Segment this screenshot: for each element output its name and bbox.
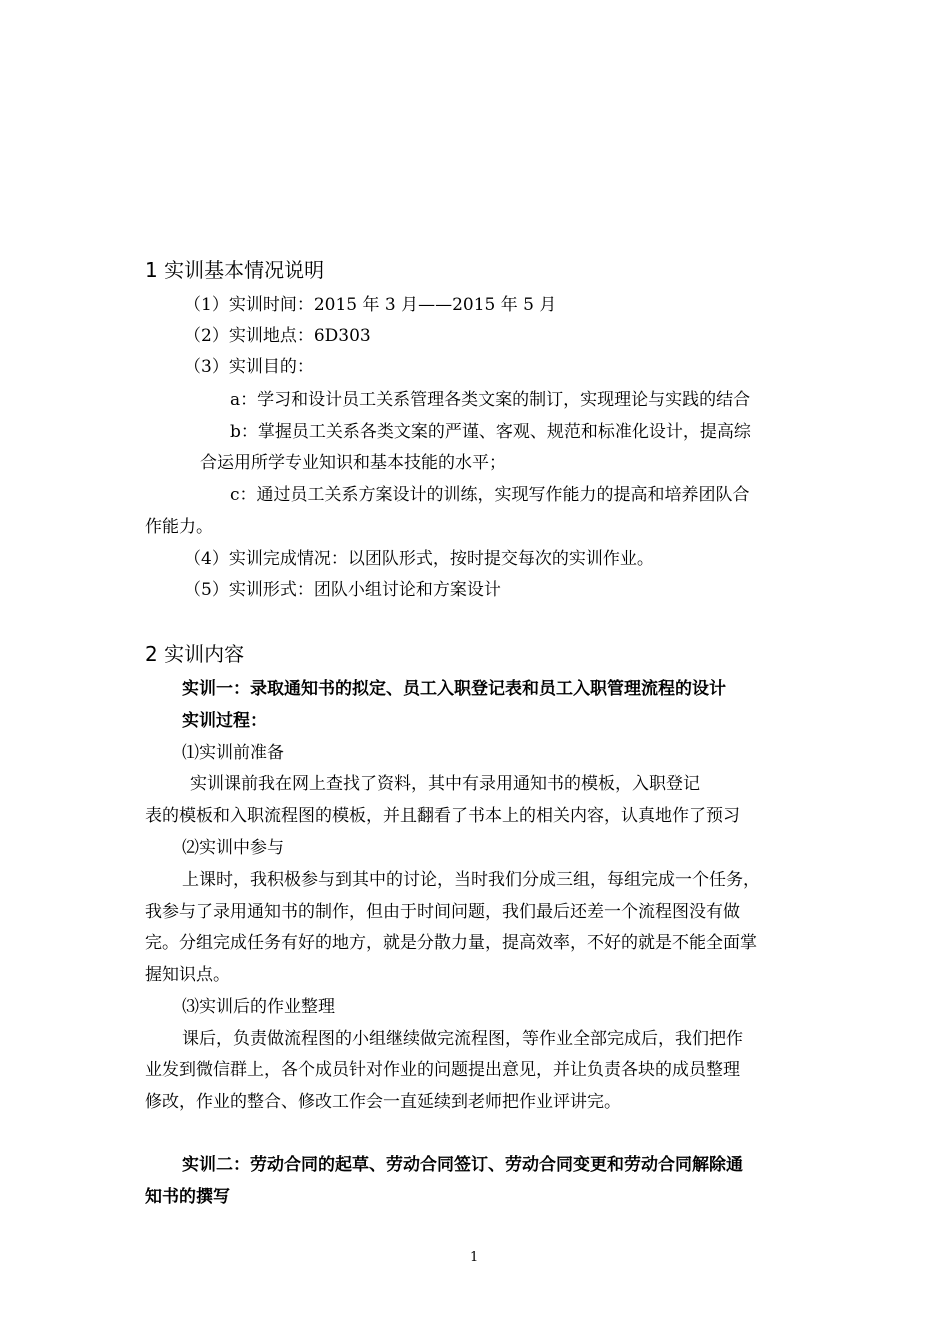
section-1-heading: 1 实训基本情况说明 — [145, 258, 325, 282]
step-2-line1: 上课时，我积极参与到其中的讨论，当时我们分成三组，每组完成一个任务， — [182, 870, 760, 890]
purpose-c-line2: 作能力。 — [145, 517, 213, 537]
step-3-line2: 业发到微信群上，各个成员针对作业的问题提出意见，并让负责各块的成员整理 — [145, 1060, 740, 1080]
step-1-line1: 实训课前我在网上查找了资料，其中有录用通知书的模板，入职登记 — [190, 774, 700, 794]
step-1-line2: 表的模板和入职流程图的模板，并且翻看了书本上的相关内容，认真地作了预习 — [145, 806, 740, 826]
step-3-line3: 修改，作业的整合、修改工作会一直延续到老师把作业评讲完。 — [145, 1092, 621, 1112]
step-2-title: ⑵实训中参与 — [182, 838, 284, 858]
process-label: 实训过程： — [182, 711, 267, 731]
purpose-a: a：学习和设计员工关系管理各类文案的制订，实现理论与实践的结合 — [230, 390, 751, 410]
purpose-c-line1: c：通过员工关系方案设计的训练，实现写作能力的提高和培养团队合 — [230, 485, 750, 505]
item-completion: （4）实训完成情况：以团队形式，按时提交每次的实训作业。 — [184, 549, 654, 569]
item-time: （1）实训时间：2015 年 3 月——2015 年 5 月 — [184, 295, 557, 315]
step-3-line1: 课后，负责做流程图的小组继续做完流程图，等作业全部完成后，我们把作 — [182, 1029, 743, 1049]
step-1-title: ⑴实训前准备 — [182, 743, 284, 763]
training-2-title-line1: 实训二：劳动合同的起草、劳动合同签订、劳动合同变更和劳动合同解除通 — [182, 1155, 743, 1175]
training-2-title-line2: 知书的撰写 — [145, 1187, 230, 1207]
page-number: 1 — [470, 1250, 479, 1265]
section-2-heading: 2 实训内容 — [145, 642, 245, 666]
purpose-b-line1: b：掌握员工关系各类文案的严谨、客观、规范和标准化设计，提高综 — [230, 422, 751, 442]
item-purpose: （3）实训目的： — [184, 357, 314, 377]
purpose-b-line2: 合运用所学专业知识和基本技能的水平； — [200, 453, 506, 473]
step-2-line3: 完。分组完成任务有好的地方，就是分散力量，提高效率，不好的就是不能全面掌 — [145, 933, 757, 953]
item-format: （5）实训形式：团队小组讨论和方案设计 — [184, 580, 501, 600]
step-3-title: ⑶实训后的作业整理 — [182, 997, 335, 1017]
training-1-title: 实训一：录取通知书的拟定、员工入职登记表和员工入职管理流程的设计 — [182, 679, 726, 699]
step-2-line2: 我参与了录用通知书的制作，但由于时间问题，我们最后还差一个流程图没有做 — [145, 902, 740, 922]
step-2-line4: 握知识点。 — [145, 965, 230, 985]
item-location: （2）实训地点：6D303 — [184, 326, 371, 346]
